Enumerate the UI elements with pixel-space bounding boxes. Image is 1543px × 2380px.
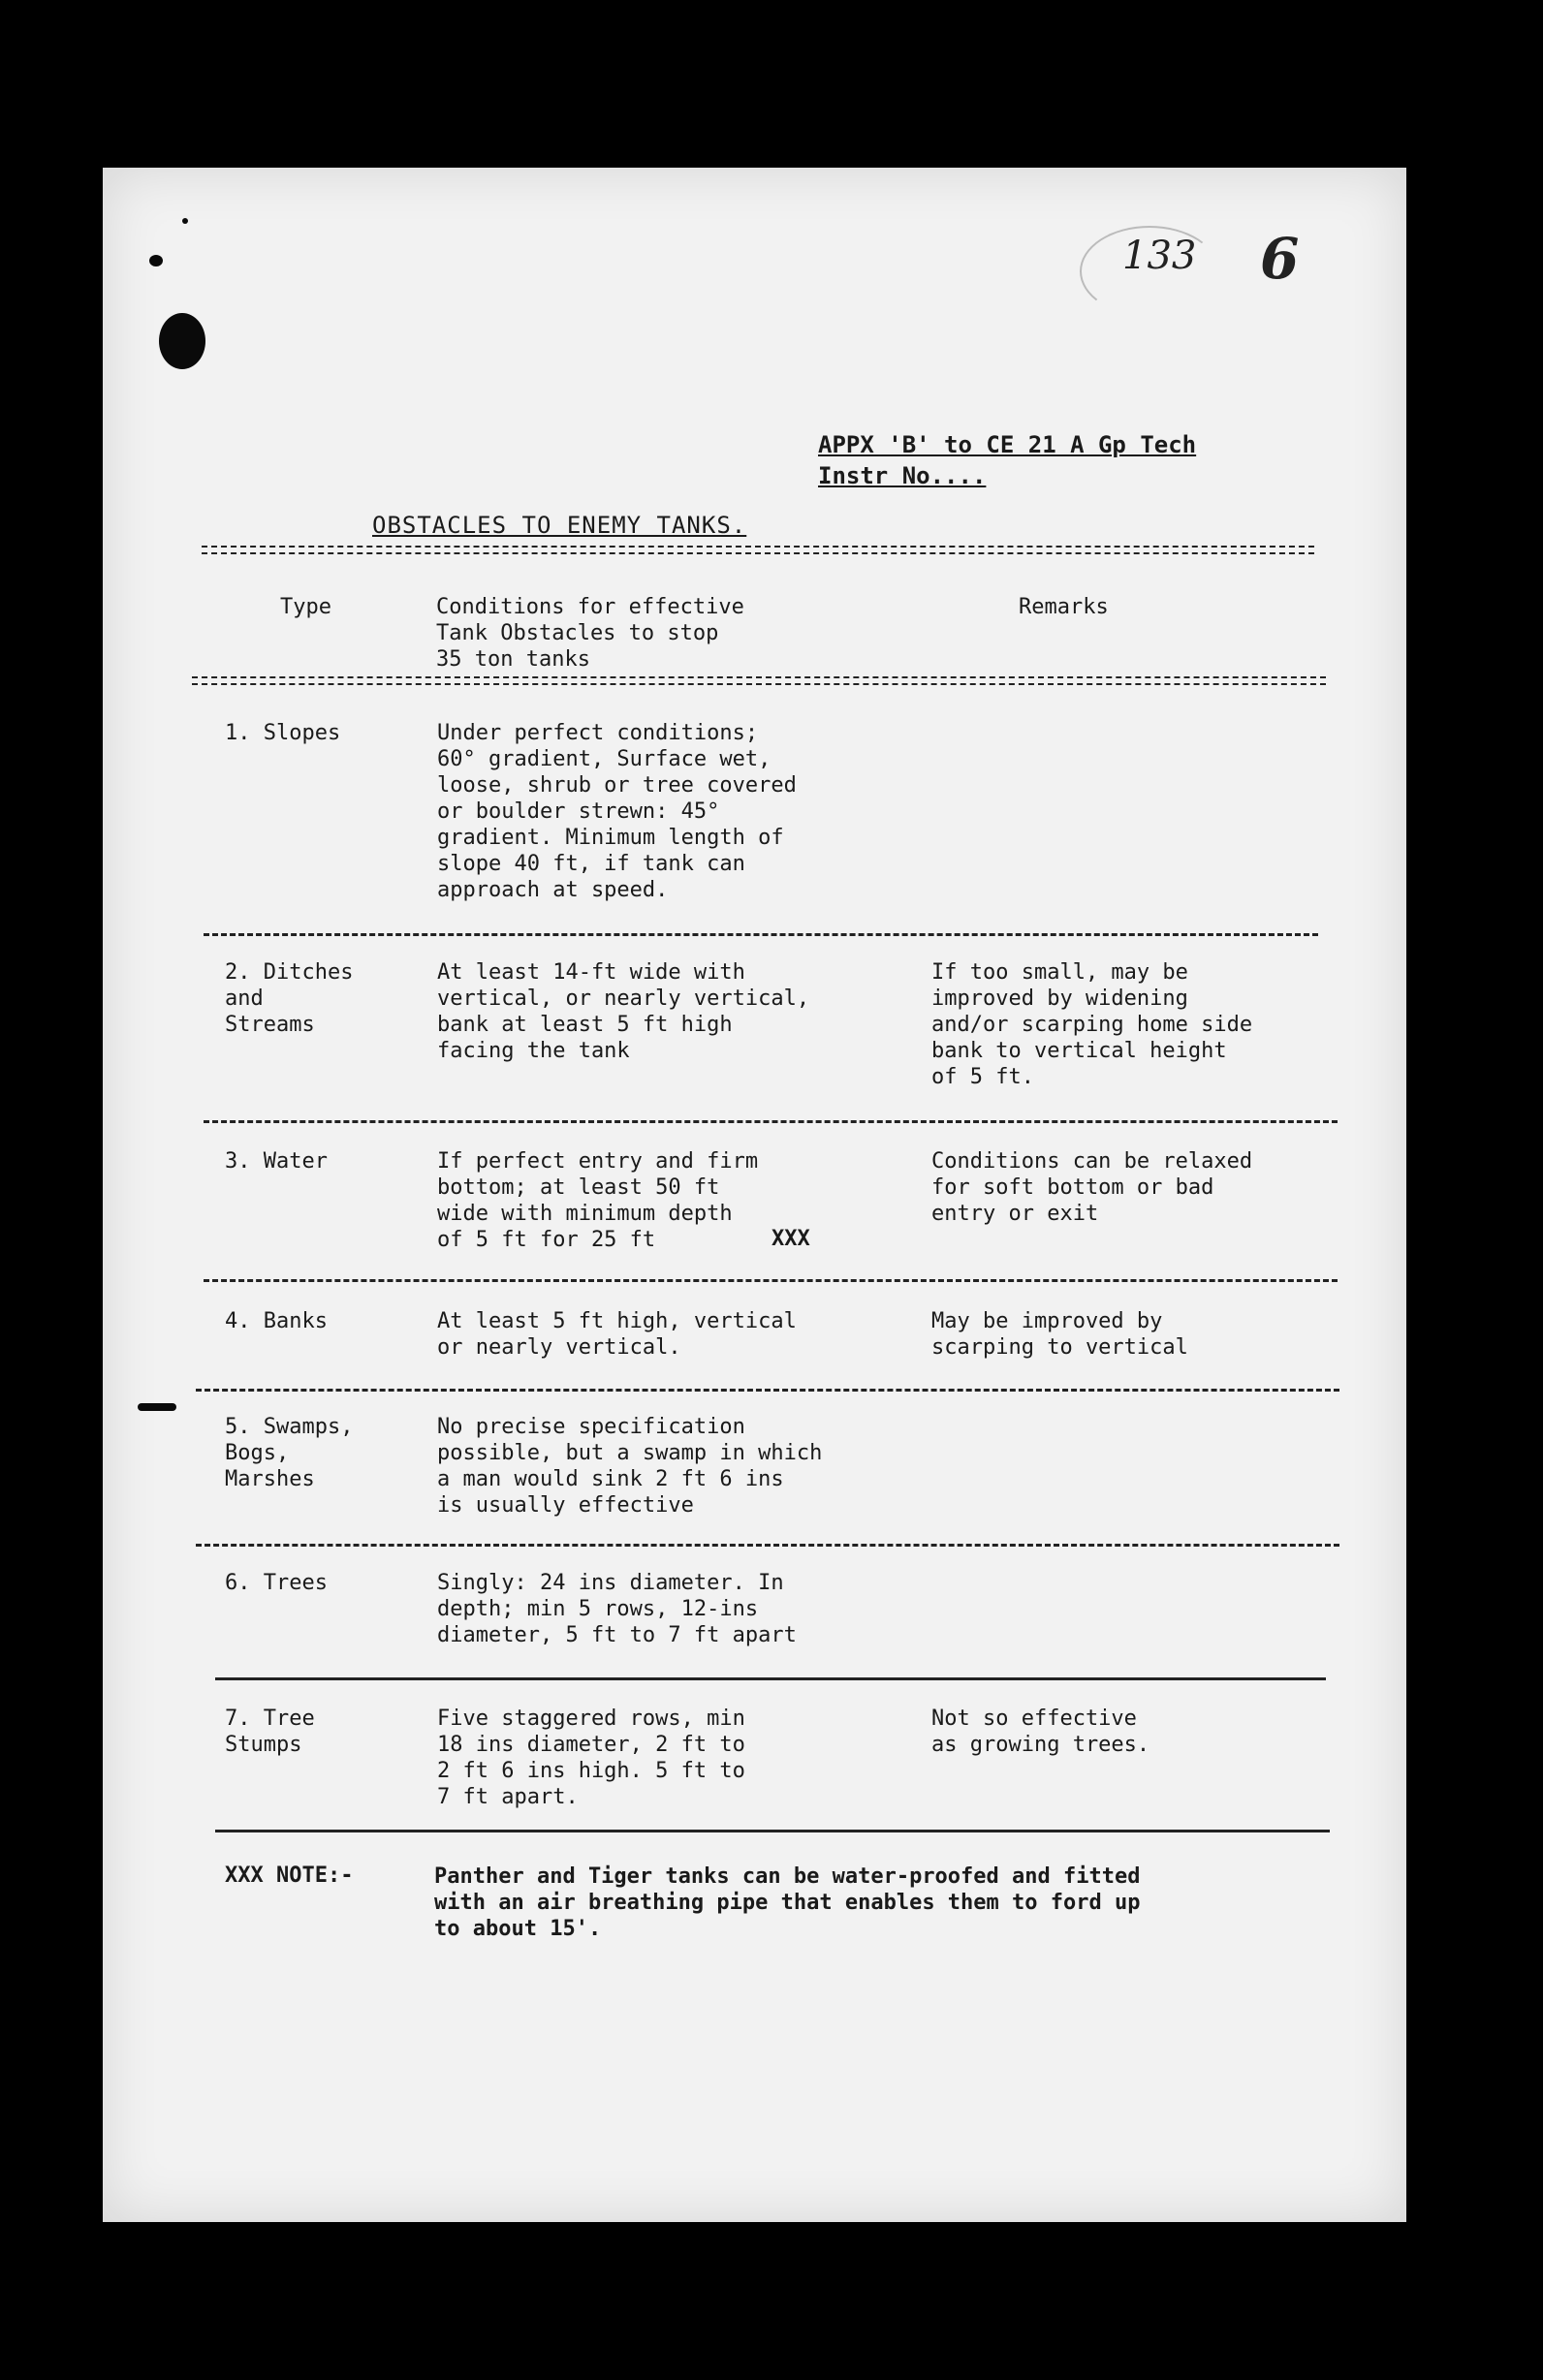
- document-title: OBSTACLES TO ENEMY TANKS.: [372, 512, 747, 539]
- punch-hole: [159, 313, 205, 369]
- row-type: 6. Trees: [225, 1571, 328, 1595]
- punch-mark-dot: [182, 218, 188, 224]
- row-remarks: Conditions can be relaxed for soft bottom or bad entry or exit: [931, 1149, 1253, 1226]
- row-type: 5. Swamps, Bogs, Marshes: [225, 1415, 354, 1491]
- row-conditions: No precise specification possible, but a swamp in which a man would sink 2 ft 6 ins is usually effective: [437, 1415, 823, 1518]
- column-header-conditions: Conditions for effective Tank Obstacles to stop 35 ton tanks: [436, 595, 744, 672]
- note-label: XXX NOTE:-: [225, 1863, 354, 1888]
- reference-line-1: APPX 'B' to CE 21 A Gp Tech: [818, 431, 1197, 458]
- water-row-marker: XXX: [772, 1227, 810, 1251]
- row-type: 3. Water: [225, 1149, 328, 1174]
- appendix-reference: [818, 429, 1196, 491]
- handwritten-folio-number: 133: [1122, 234, 1197, 278]
- row-type: 7. Tree Stumps: [225, 1707, 315, 1757]
- row-separator: [204, 933, 1318, 936]
- row-remarks: If too small, may be improved by widening and/or scarping home side bank to vertical height of 5 ft.: [931, 960, 1253, 1089]
- row-conditions: Under perfect conditions; 60° gradient, Surface wet, loose, shrub or tree covered or boulder strewn: 45° gradient. Minimum length of slope 40 ft, if tank can approach at speed.: [437, 721, 797, 902]
- row-conditions: Five staggered rows, min 18 ins diameter, 2 ft to 2 ft 6 ins high. 5 ft to 7 ft apart.: [437, 1707, 745, 1809]
- row-conditions: At least 14-ft wide with vertical, or nearly vertical, bank at least 5 ft high facing the tank: [437, 960, 810, 1063]
- column-header-type: Type: [280, 595, 331, 619]
- header-bottom-rule: [192, 676, 1326, 685]
- row-separator: [196, 1544, 1339, 1547]
- reference-line-2: Instr No....: [818, 462, 987, 489]
- margin-mark: [138, 1403, 176, 1411]
- punch-mark-small: [149, 255, 163, 266]
- row-separator: [204, 1279, 1338, 1282]
- row-conditions: Singly: 24 ins diameter. In depth; min 5 rows, 12-ins diameter, 5 ft to 7 ft apart: [437, 1571, 797, 1647]
- note-text: Panther and Tiger tanks can be water-proofed and fitted with an air breathing pipe that enables them to ford up to about 15'.: [434, 1864, 1141, 1941]
- row-type: 4. Banks: [225, 1309, 328, 1333]
- row-remarks: Not so effective as growing trees.: [931, 1707, 1150, 1757]
- row-separator: [196, 1389, 1339, 1392]
- document-page: [103, 168, 1406, 2222]
- row-type: 2. Ditches and Streams: [225, 960, 354, 1037]
- row-separator: [204, 1120, 1338, 1123]
- header-top-rule: [202, 546, 1314, 554]
- handwritten-folio-letter: 6: [1260, 226, 1300, 292]
- row-conditions: If perfect entry and firm bottom; at least 50 ft wide with minimum depth of 5 ft for 25 ft: [437, 1149, 759, 1252]
- table-bottom-rule: [215, 1830, 1330, 1832]
- row-remarks: May be improved by scarping to vertical: [931, 1309, 1188, 1360]
- row-type: 1. Slopes: [225, 721, 341, 745]
- row-separator: [215, 1677, 1326, 1680]
- column-header-remarks: Remarks: [1019, 595, 1109, 619]
- row-conditions: At least 5 ft high, vertical or nearly vertical.: [437, 1309, 797, 1360]
